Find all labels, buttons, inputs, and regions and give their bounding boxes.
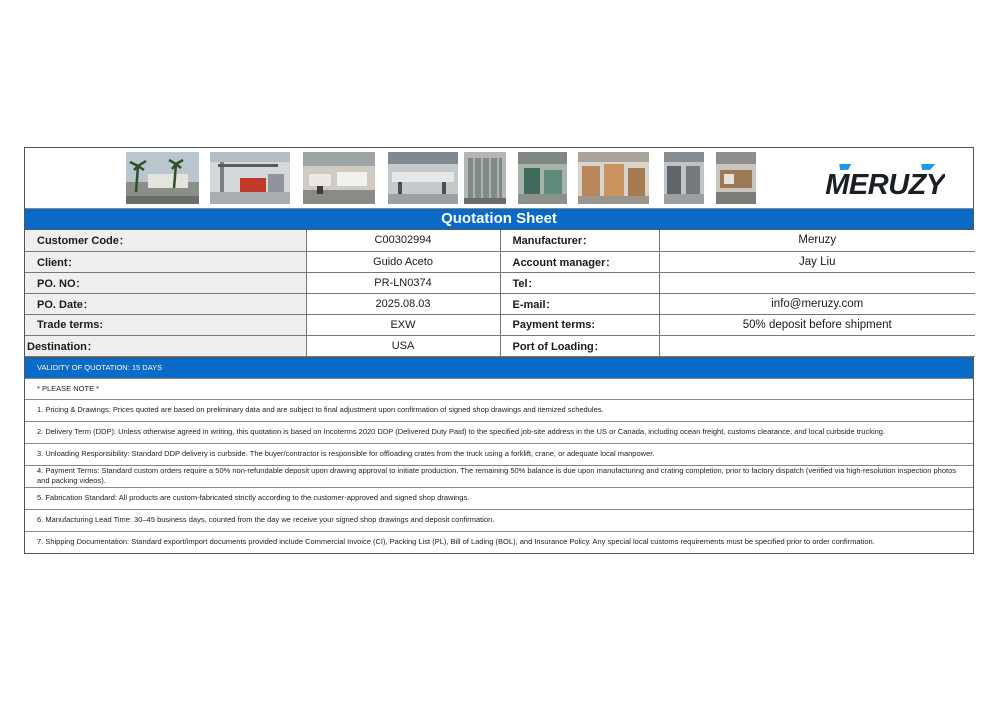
crated-goods-photo: [578, 152, 649, 204]
email-value[interactable]: info@meruzy.com: [659, 293, 975, 314]
account-manager-label: Account manager：: [500, 251, 659, 272]
warehouse-crane-photo: [210, 152, 290, 204]
info-row: [25, 272, 975, 293]
po-date-label: PO. Date：: [25, 293, 306, 314]
port-of-loading-value: [659, 335, 975, 356]
production-line-photo: [388, 152, 458, 204]
assembly-area-photo: [518, 152, 567, 204]
note-item: 4. Payment Terms: Standard custom orders require a 50% non-refundable deposit upon drawing approval to initiate production. The remaining 50% balance is due upon manufacturing and crating completion, prior to factory dispatch (verified via high-resolution inspection photos and packing videos).: [25, 465, 973, 487]
quotation-sheet: [24, 147, 974, 554]
trade-terms-value: EXW: [306, 314, 500, 335]
note-item: 3. Unloading Responsibility: Standard DDP delivery is curbside. The buyer/contractor is responsible for offloading crates from the truck using a forklift, crane, or adequate local manpower.: [25, 443, 973, 465]
page-title: Quotation Sheet: [25, 209, 973, 230]
destination-label: Destination：: [25, 335, 306, 356]
note-item: 6. Manufacturing Lead Time: 30–45 business days, counted from the day we receive your signed shop drawings and deposit confirmation.: [25, 509, 973, 531]
payment-terms-value: 50% deposit before shipment: [659, 314, 975, 335]
factory-exterior-photo: [126, 152, 199, 204]
account-manager-value: Jay Liu: [659, 251, 975, 272]
notes-section: [25, 378, 973, 553]
validity-bar: VALIDITY OF QUOTATION: 15 DAYS: [25, 357, 973, 378]
notes-heading: * PLEASE NOTE *: [25, 378, 973, 399]
info-row: [25, 230, 975, 251]
po-date-value: 2025.08.03: [306, 293, 500, 314]
client-label: Client：: [25, 251, 306, 272]
svg-text:MERUZY: MERUZY: [825, 169, 945, 200]
customer-code-value: C00302994: [306, 230, 500, 251]
packing-area-photo: [716, 152, 756, 204]
customer-code-label: Customer Code：: [25, 230, 306, 251]
destination-value: USA: [306, 335, 500, 356]
quotation-info-table: [25, 230, 975, 357]
info-row: [25, 293, 975, 314]
info-row: [25, 314, 975, 335]
note-item: 2. Delivery Term (DDP): Unless otherwise agreed in writing, this quotation is based on Incoterms 2020 DDP (Delivered Duty Paid) to the specified job-site address in the US or Canada, including ocean freight, customs clearance, and local curbside trucking.: [25, 421, 973, 443]
client-value: Guido Aceto: [306, 251, 500, 272]
workshop-floor-photo: [303, 152, 375, 204]
info-row: [25, 251, 975, 272]
payment-terms-label: Payment terms:: [500, 314, 659, 335]
note-item: 5. Fabrication Standard: All products are custom-fabricated strictly according to the customer-approved and signed shop drawings.: [25, 487, 973, 509]
po-no-label: PO. NO：: [25, 272, 306, 293]
manufacturer-value: Meruzy: [659, 230, 975, 251]
tel-label: Tel：: [500, 272, 659, 293]
manufacturer-label: Manufacturer：: [500, 230, 659, 251]
header-photo-band: [25, 148, 973, 209]
email-label: E-mail：: [500, 293, 659, 314]
port-of-loading-label: Port of Loading：: [500, 335, 659, 356]
storage-hall-photo: [664, 152, 704, 204]
trade-terms-label: Trade terms:: [25, 314, 306, 335]
info-row: [25, 335, 975, 356]
tel-value: [659, 272, 975, 293]
meruzy-logo: [825, 156, 945, 200]
glass-rack-photo: [464, 152, 506, 204]
note-item: 7. Shipping Documentation: Standard export/import documents provided include Commercial Invoice (CI), Packing List (PL), Bill of Lading (BOL), and Insurance Policy. Any special local customs requirements must be specified prior to order confirmation.: [25, 531, 973, 553]
po-no-value: PR-LN0374: [306, 272, 500, 293]
note-item: 1. Pricing & Drawings: Prices quoted are based on preliminary data and are subject to final adjustment upon confirmation of signed shop drawings and itemized schedules.: [25, 399, 973, 421]
